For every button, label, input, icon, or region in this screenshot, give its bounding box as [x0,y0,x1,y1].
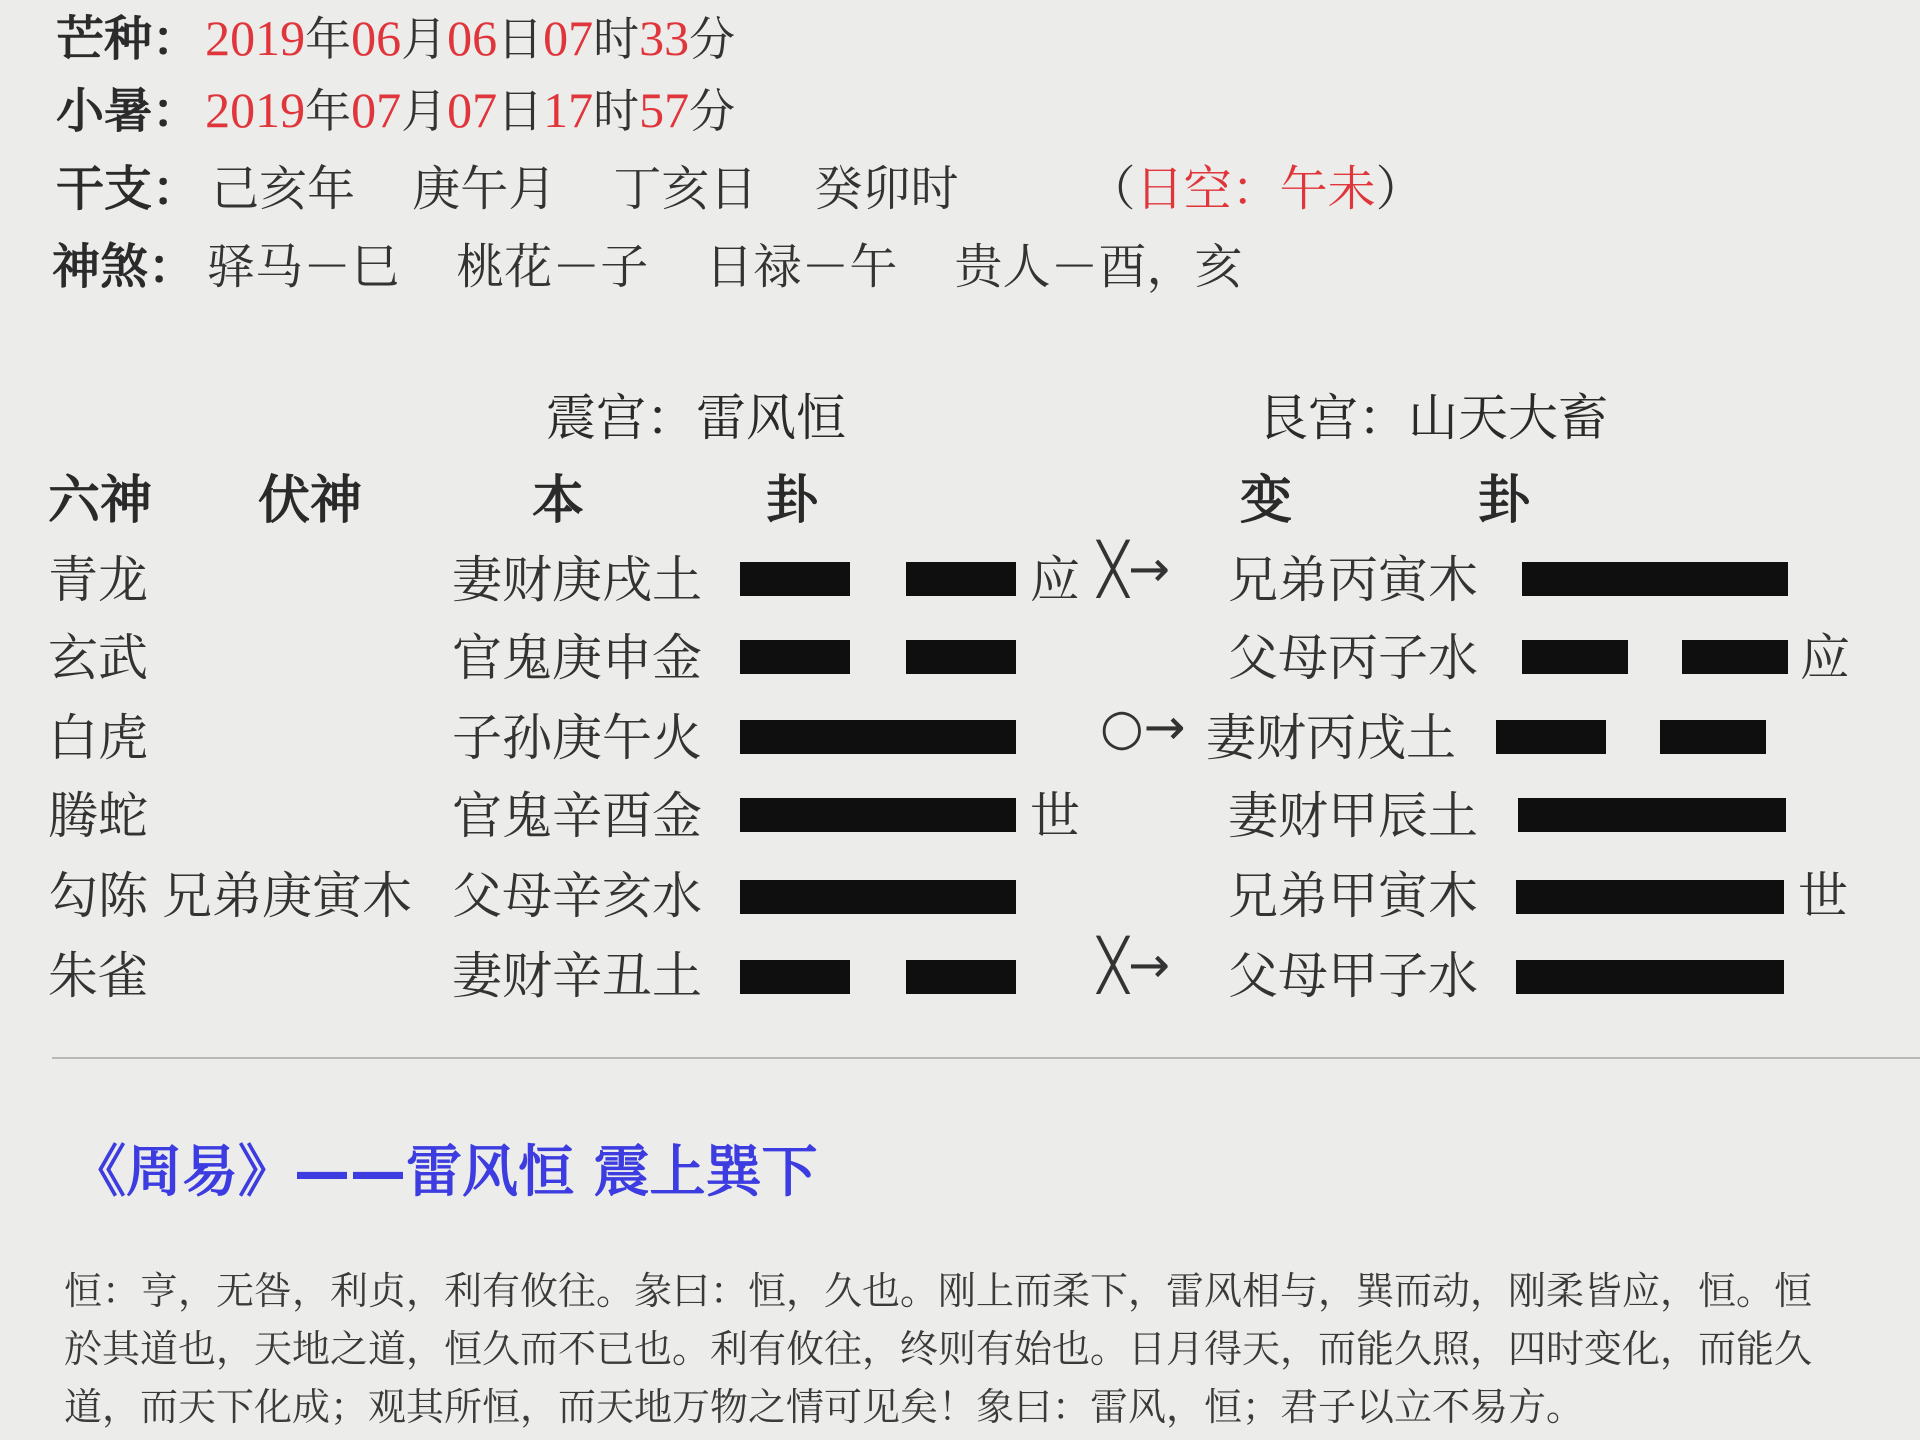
line4-original: 官鬼辛酉金 [452,787,702,845]
line3-original-yang [740,720,1016,754]
line5-changed-yang [1516,880,1784,914]
shensha-label: 神煞： [52,239,197,295]
shensha-yima: 驿马－巳 [207,239,400,295]
mangzhong-day-unit: 日 [497,12,544,66]
col-spirit: 六神 [48,471,153,531]
shensha-row [52,228,1242,297]
mangzhong-month: 06 [351,10,402,66]
line1-original: 妻财庚戌土 [452,551,702,609]
mangzhong-hour: 07 [543,10,594,66]
col-hidden: 伏神 [258,471,363,531]
line3-changed: 妻财丙戌土 [1206,709,1456,767]
ganzhi-row [56,150,1424,219]
line1-original-yin-left [740,562,850,596]
line5-spirit: 勾陈 [48,867,148,925]
line1-changed-yang-bar [1522,562,1788,596]
shensha-guiren: 贵人－酉，亥 [954,239,1243,295]
col-ben: 本 [532,471,585,531]
xiaoshu-hour-unit: 时 [593,84,640,138]
line6-original-yin-right [906,960,1016,994]
line1-original-yin [740,562,1016,596]
line3-original: 子孙庚午火 [452,709,702,767]
line3-original-yang-bar [740,720,1016,754]
line3-changed-yin [1496,720,1766,754]
ganzhi-day: 丁亥日 [613,161,758,217]
mangzhong-year-unit: 年 [305,12,352,66]
line5-changed: 兄弟甲寅木 [1228,867,1478,925]
line2-changed-yin-left [1522,640,1628,674]
line4-shi-mark: 世 [1030,787,1080,845]
line6-original-yin-left [740,960,850,994]
line3-changed-yin-right [1660,720,1766,754]
xiaoshu-row [56,72,735,141]
xiaoshu-minute-unit: 分 [689,84,736,138]
line5-original: 父母辛亥水 [452,867,702,925]
zhouyi-paragraph-line-1: 恒：亨，无咎，利贞，利有攸往。彖曰：恒，久也。刚上而柔下，雷风相与，巽而动，刚柔皆应，恒。恒 [64,1269,1813,1313]
mangzhong-day: 06 [447,10,498,66]
zhouyi-paragraph-line-3: 道，而天下化成；观其所恒，而天地万物之情可见矣！象曰：雷风，恒；君子以立不易方。 [64,1385,1585,1429]
line5-original-yang [740,880,1016,914]
line5-shi-mark: 世 [1798,867,1848,925]
line2-original-yin-right [906,640,1016,674]
rikong-value: 午未 [1279,161,1376,217]
line6-changed-yang-bar [1516,960,1784,994]
zhouyi-paragraph-line-2: 於其道也，天地之道，恒久而不已也。利有攸往，终则有始也。日月得天，而能久照，四时变化，而能久 [64,1327,1813,1371]
line2-spirit: 玄武 [48,629,148,687]
line4-changed-yang-bar [1518,798,1786,832]
xiaoshu-year: 2019 [205,82,306,138]
rikong-label: 日空： [1135,161,1280,217]
mangzhong-minute-unit: 分 [689,12,736,66]
mangzhong-month-unit: 月 [401,12,448,66]
mangzhong-hour-unit: 时 [593,12,640,66]
line5-hidden-god: 兄弟庚寅木 [162,867,412,925]
col-bian: 变 [1240,471,1293,531]
xiaoshu-label: 小暑： [56,83,201,139]
xiaoshu-year-unit: 年 [305,84,352,138]
line4-changed: 妻财甲辰土 [1228,787,1478,845]
line6-move-marker: ╳→ [1098,936,1170,994]
rikong-close-paren: ） [1375,161,1424,217]
line2-original: 官鬼庚申金 [452,629,702,687]
line1-spirit: 青龙 [48,551,148,609]
line3-move-marker: ○→ [1100,698,1186,756]
changed-hexagram-title: 艮宫：山天大畜 [1258,389,1608,447]
mangzhong-year: 2019 [205,10,306,66]
xiaoshu-minute: 57 [639,82,690,138]
line1-changed-yang [1522,562,1788,596]
col-gua-changed: 卦 [1478,471,1531,531]
line2-original-yin-left [740,640,850,674]
ganzhi-year: 己亥年 [211,161,356,217]
line2-changed-yin-right [1682,640,1788,674]
xiaoshu-day-unit: 日 [497,84,544,138]
xiaoshu-day: 07 [447,82,498,138]
line6-spirit: 朱雀 [48,947,148,1005]
line2-changed: 父母丙子水 [1228,629,1478,687]
mangzhong-label: 芒种： [56,11,201,67]
line4-spirit: 腾蛇 [48,787,148,845]
ganzhi-hour: 癸卯时 [814,161,959,217]
line6-original: 妻财辛丑土 [452,947,702,1005]
line6-changed-yang [1516,960,1784,994]
line2-original-yin [740,640,1016,674]
xiaoshu-month: 07 [351,82,402,138]
line6-original-yin [740,960,1016,994]
line6-changed: 父母甲子水 [1228,947,1478,1005]
line5-original-yang-bar [740,880,1016,914]
line1-original-yin-right [906,562,1016,596]
col-gua-original: 卦 [766,471,819,531]
shensha-rilu: 日禄－午 [705,239,898,295]
line1-move-marker: ╳→ [1098,540,1170,598]
rikong-open-paren: （ [1087,161,1136,217]
line3-changed-yin-left [1496,720,1606,754]
xiaoshu-hour: 17 [543,82,594,138]
zhouyi-title-link[interactable]: 《周易》——雷风恒 震上巽下 [70,1140,818,1205]
shensha-taohua: 桃花－子 [456,239,649,295]
original-hexagram-title: 震宫：雷风恒 [546,389,846,447]
line2-changed-yin [1522,640,1788,674]
section-divider [52,1057,1920,1059]
line1-changed: 兄弟丙寅木 [1228,551,1478,609]
line2-ying-mark: 应 [1800,629,1850,687]
line4-changed-yang [1518,798,1786,832]
mangzhong-minute: 33 [639,10,690,66]
mangzhong-row [56,0,735,69]
line4-original-yang [740,798,1016,832]
line4-original-yang-bar [740,798,1016,832]
xiaoshu-month-unit: 月 [401,84,448,138]
ganzhi-label: 干支： [56,161,201,217]
line1-ying-mark: 应 [1030,551,1080,609]
line3-spirit: 白虎 [48,709,148,767]
ganzhi-month: 庚午月 [412,161,557,217]
line5-changed-yang-bar [1516,880,1784,914]
